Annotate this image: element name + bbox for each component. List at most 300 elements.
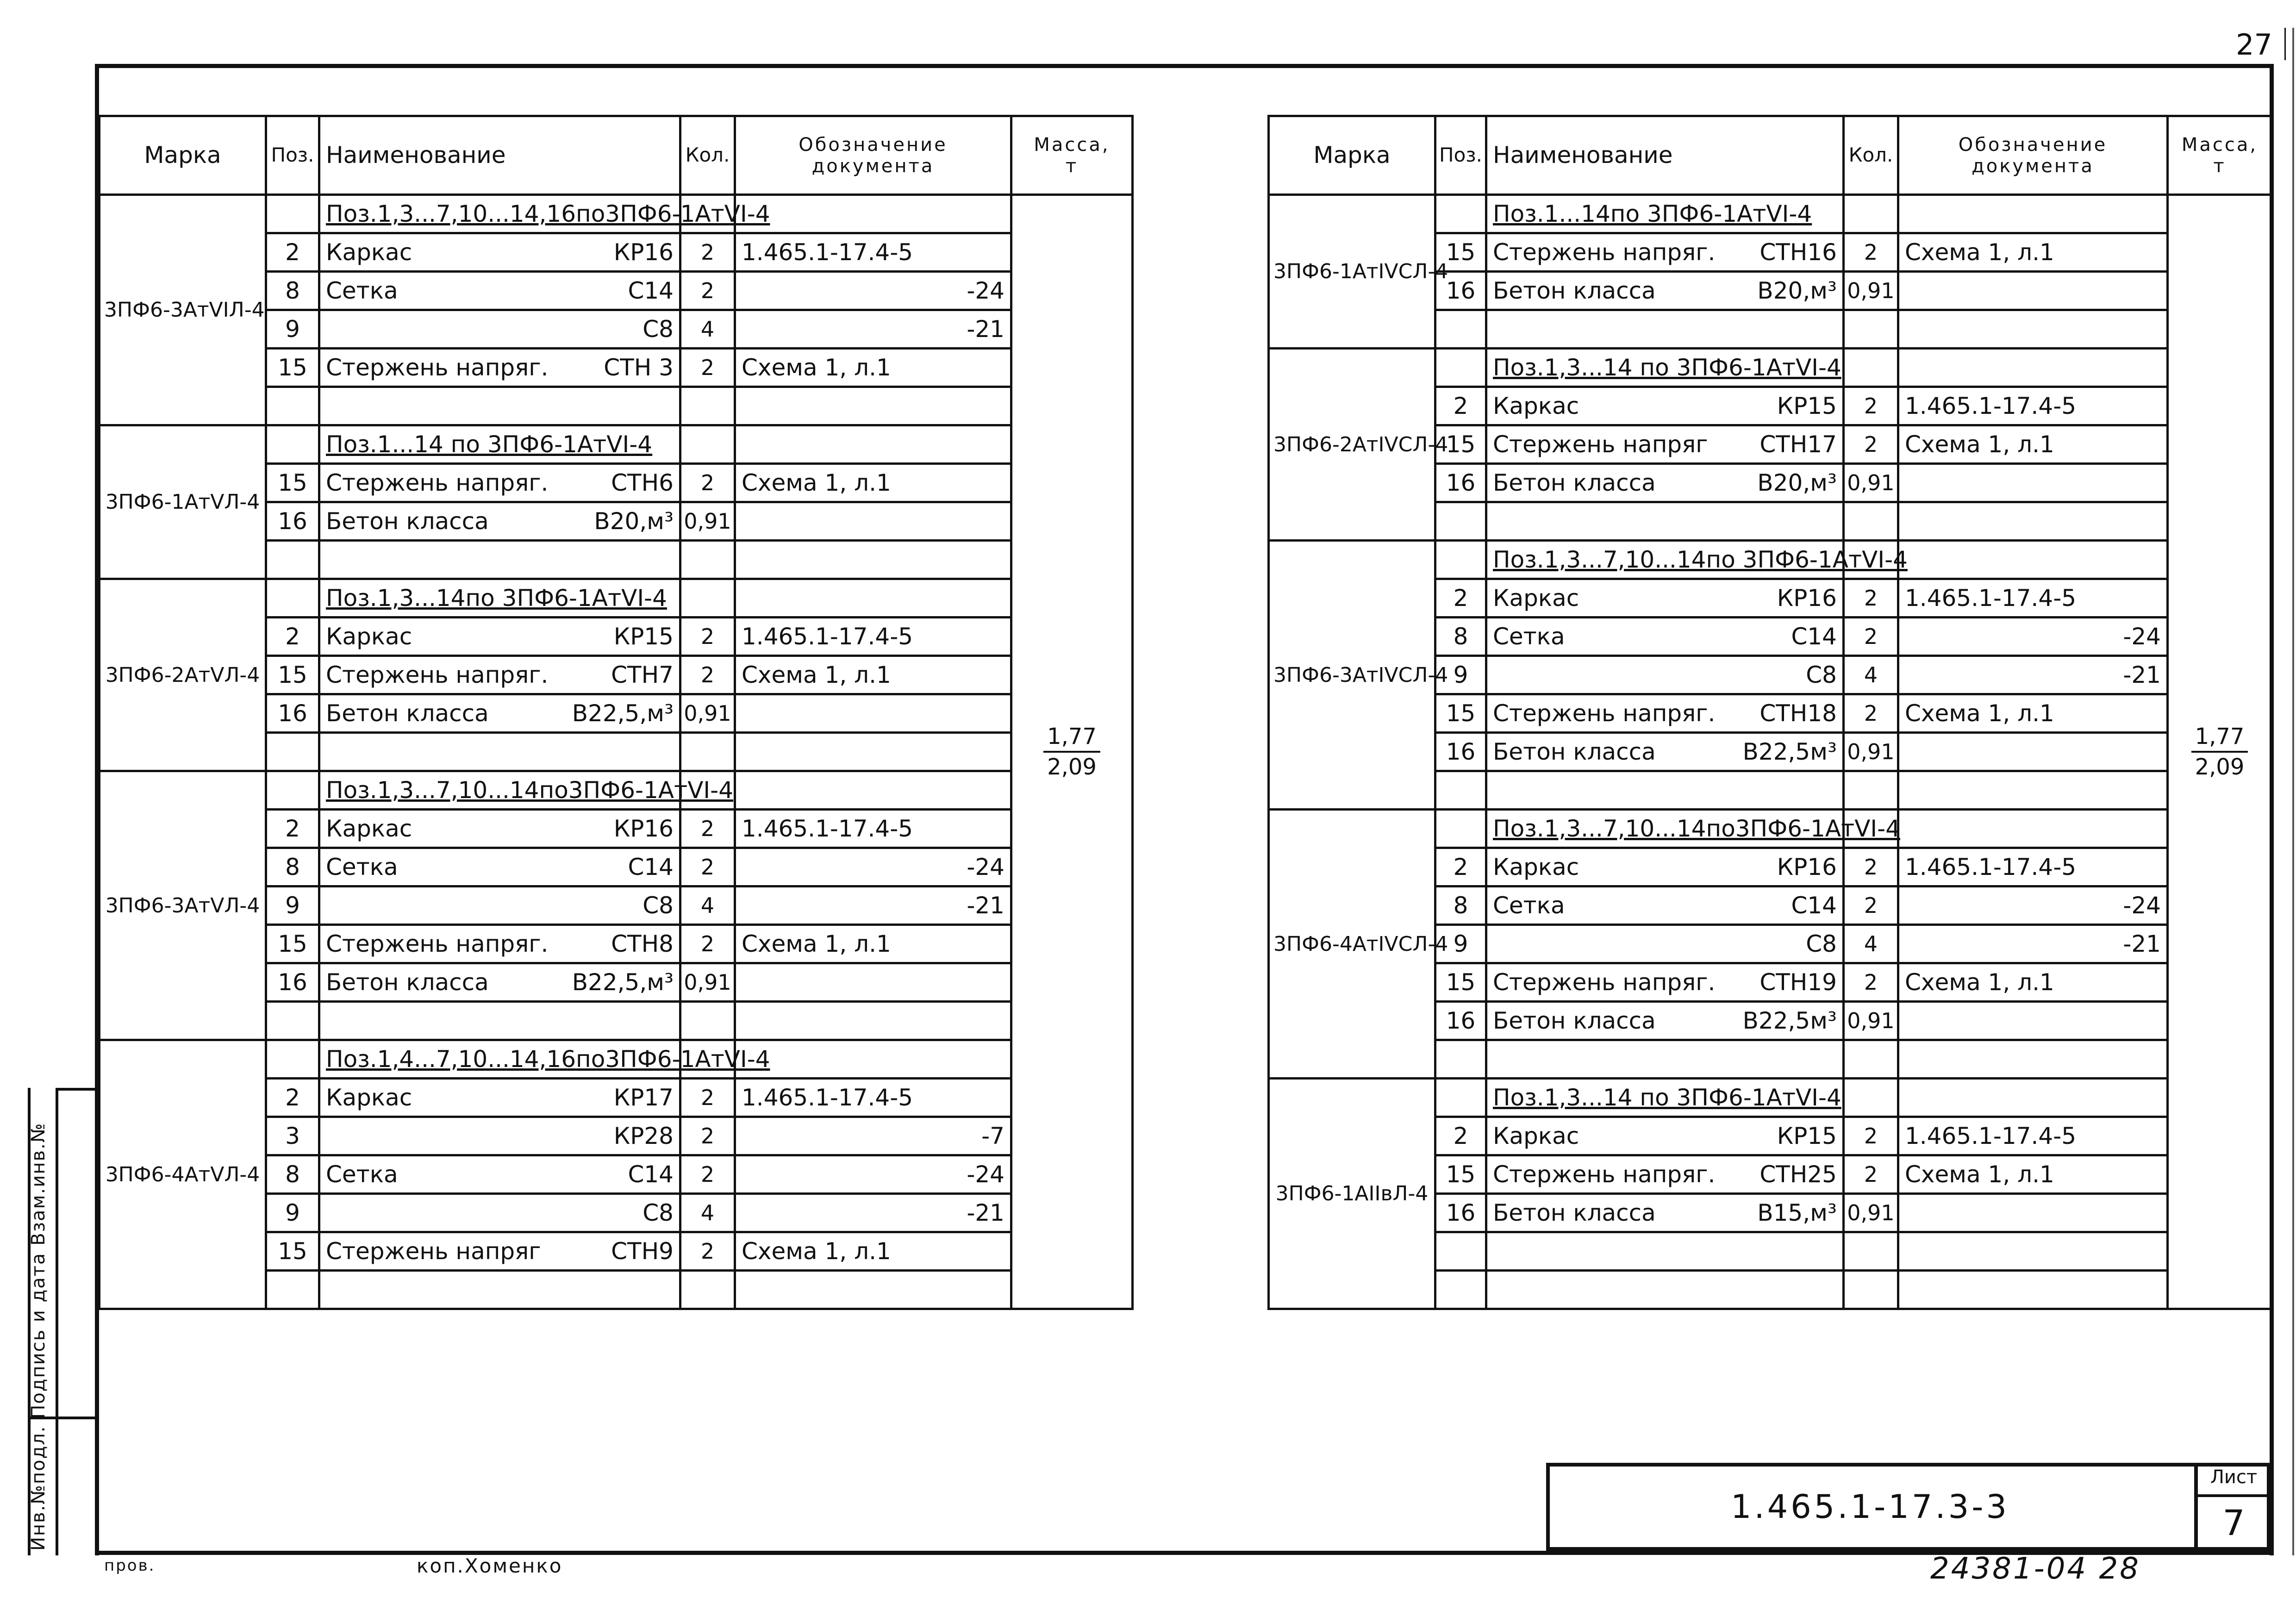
doc-cell bbox=[1898, 771, 2168, 810]
qty-cell: 4 bbox=[1844, 925, 1898, 963]
pos-cell bbox=[266, 1002, 319, 1040]
item-name: Каркас bbox=[326, 239, 412, 266]
pos-cell: 15 bbox=[266, 656, 319, 694]
doc-cell: 1.465.1-17.4-5 bbox=[1898, 1117, 2168, 1155]
item-code: С8 bbox=[1806, 662, 1837, 688]
pos-cell: 16 bbox=[1435, 1194, 1486, 1232]
item-name: Стержень напряг. bbox=[326, 662, 549, 688]
doc-cell bbox=[735, 694, 1011, 733]
name-wrapper bbox=[326, 892, 674, 919]
pos-cell bbox=[1435, 1232, 1486, 1271]
qty-cell bbox=[1844, 1271, 1898, 1309]
doc-cell: Схема 1, л.1 bbox=[1898, 694, 2168, 733]
doc-cell: Схема 1, л.1 bbox=[735, 349, 1011, 387]
reference-cell: Поз.1,4...7,10...14,16по3ПФ6-1АтVI-4 bbox=[319, 1040, 680, 1079]
name-cell bbox=[1486, 694, 1844, 733]
qty-cell: 2 bbox=[1844, 694, 1898, 733]
doc-cell: -21 bbox=[735, 310, 1011, 349]
footer-checked: пров. bbox=[104, 1556, 156, 1575]
sheet-number: 7 bbox=[2222, 1502, 2245, 1543]
name-cell bbox=[319, 1194, 680, 1232]
name-wrapper bbox=[326, 854, 674, 880]
name-wrapper bbox=[326, 316, 674, 343]
side-strip-text: Инв.№подл. Подпись и дата Взам.инв.№ bbox=[28, 1122, 49, 1551]
doc-cell bbox=[1898, 195, 2168, 233]
doc-cell bbox=[1898, 502, 2168, 541]
header-mass bbox=[2168, 116, 2272, 195]
qty-cell: 2 bbox=[680, 349, 735, 387]
item-name: Бетон класса bbox=[326, 969, 489, 996]
item-code: КР16 bbox=[1777, 585, 1837, 612]
doc-cell: Схема 1, л.1 bbox=[1898, 1155, 2168, 1194]
item-name: Сетка bbox=[1493, 892, 1565, 919]
qty-cell bbox=[1844, 310, 1898, 349]
item-code: КР16 bbox=[1777, 854, 1837, 880]
name-cell bbox=[1486, 579, 1844, 618]
name-wrapper bbox=[1493, 1123, 1837, 1149]
left-spec-table bbox=[98, 115, 1134, 1310]
doc-cell: 1.465.1-17.4-5 bbox=[1898, 387, 2168, 425]
pos-cell bbox=[266, 541, 319, 579]
doc-cell bbox=[735, 1271, 1011, 1309]
qty-cell bbox=[1844, 1079, 1898, 1117]
pos-cell: 8 bbox=[266, 848, 319, 886]
name-cell bbox=[319, 733, 680, 771]
name-cell bbox=[319, 464, 680, 502]
qty-cell: 0,91 bbox=[1844, 733, 1898, 771]
qty-cell: 2 bbox=[1844, 963, 1898, 1002]
name-cell bbox=[1486, 464, 1844, 502]
pos-cell: 9 bbox=[1435, 925, 1486, 963]
name-cell bbox=[1486, 618, 1844, 656]
item-code: КР15 bbox=[1777, 393, 1837, 419]
item-name: Каркас bbox=[326, 623, 412, 650]
pos-cell: 16 bbox=[1435, 272, 1486, 310]
pos-cell: 15 bbox=[266, 925, 319, 963]
pos-cell: 2 bbox=[266, 618, 319, 656]
side-strip-top bbox=[56, 1088, 97, 1091]
item-name: Стержень напряг bbox=[326, 1238, 541, 1265]
qty-cell bbox=[680, 1271, 735, 1309]
item-name: Бетон класса bbox=[326, 700, 489, 727]
doc-cell: Схема 1, л.1 bbox=[735, 656, 1011, 694]
pos-cell: 2 bbox=[1435, 848, 1486, 886]
header-mass-line1: Масса, bbox=[1034, 134, 1110, 156]
pos-cell bbox=[266, 1040, 319, 1079]
pos-cell: 16 bbox=[266, 963, 319, 1002]
name-cell bbox=[1486, 1271, 1844, 1309]
doc-cell bbox=[735, 541, 1011, 579]
name-wrapper bbox=[1493, 1007, 1837, 1034]
name-cell bbox=[319, 349, 680, 387]
pos-cell: 8 bbox=[266, 272, 319, 310]
item-code: С8 bbox=[1806, 930, 1837, 957]
name-cell bbox=[319, 541, 680, 579]
name-cell bbox=[319, 963, 680, 1002]
pos-cell bbox=[266, 195, 319, 233]
header-mass-line2: т bbox=[2213, 155, 2226, 177]
item-name: Стержень напряг. bbox=[1493, 969, 1716, 996]
doc-cell: Схема 1, л.1 bbox=[735, 464, 1011, 502]
item-name: Каркас bbox=[1493, 393, 1579, 419]
item-code: СТН16 bbox=[1759, 239, 1837, 266]
qty-cell: 2 bbox=[1844, 618, 1898, 656]
archive-number: 24381-04 28 bbox=[1930, 1552, 2140, 1586]
mark-cell: 3ПФ6-4АтIVСЛ-4 bbox=[1269, 810, 1435, 1079]
name-wrapper bbox=[326, 1199, 674, 1226]
qty-cell bbox=[1844, 195, 1898, 233]
doc-cell: -24 bbox=[735, 272, 1011, 310]
group-ref-row bbox=[1269, 195, 2272, 233]
pos-cell: 2 bbox=[1435, 579, 1486, 618]
page-number: 27 bbox=[2236, 28, 2272, 62]
qty-cell: 0,91 bbox=[680, 963, 735, 1002]
doc-cell: -21 bbox=[735, 886, 1011, 925]
qty-cell: 2 bbox=[680, 1117, 735, 1155]
item-name: Каркас bbox=[326, 1084, 412, 1111]
pos-cell: 2 bbox=[1435, 387, 1486, 425]
pos-cell bbox=[1435, 541, 1486, 579]
item-name: Каркас bbox=[326, 815, 412, 842]
mass-numerator: 1,77 bbox=[2191, 722, 2248, 753]
name-wrapper bbox=[326, 1238, 674, 1265]
pos-cell bbox=[1435, 310, 1486, 349]
header-mass bbox=[1011, 116, 1133, 195]
item-name: Стержень напряг. bbox=[1493, 239, 1716, 266]
pos-cell: 8 bbox=[1435, 618, 1486, 656]
qty-cell bbox=[680, 425, 735, 464]
qty-cell bbox=[680, 1002, 735, 1040]
name-cell bbox=[1486, 1117, 1844, 1155]
name-wrapper bbox=[1493, 431, 1837, 458]
item-code: СТН18 bbox=[1759, 700, 1837, 727]
reference-cell: Поз.1,3...14 по 3ПФ6-1АтVI-4 bbox=[1486, 1079, 1844, 1117]
item-code: В20,м³ bbox=[1757, 277, 1837, 304]
reference-cell: Поз.1,3...7,10...14по 3ПФ6-1АтVI-4 bbox=[1486, 541, 1844, 579]
doc-cell bbox=[735, 195, 1011, 233]
pos-cell: 15 bbox=[1435, 425, 1486, 464]
name-wrapper bbox=[326, 354, 674, 381]
item-name: Бетон класса bbox=[1493, 469, 1656, 496]
group-ref-row bbox=[100, 195, 1133, 233]
name-cell bbox=[319, 1079, 680, 1117]
item-code: С14 bbox=[628, 854, 674, 880]
doc-cell: -21 bbox=[1898, 656, 2168, 694]
name-cell bbox=[319, 1271, 680, 1309]
pos-cell: 2 bbox=[1435, 1117, 1486, 1155]
pos-cell: 15 bbox=[1435, 1155, 1486, 1194]
doc-cell bbox=[735, 1002, 1011, 1040]
item-code: КР15 bbox=[613, 623, 674, 650]
pos-cell bbox=[266, 387, 319, 425]
name-cell bbox=[319, 886, 680, 925]
item-name: Каркас bbox=[1493, 1123, 1579, 1149]
pos-cell bbox=[1435, 1271, 1486, 1309]
pos-cell bbox=[266, 771, 319, 810]
doc-cell bbox=[735, 733, 1011, 771]
name-cell bbox=[1486, 425, 1844, 464]
qty-cell bbox=[1844, 1040, 1898, 1079]
item-code: В20,м³ bbox=[594, 508, 674, 535]
item-code: КР16 bbox=[613, 815, 674, 842]
pos-cell bbox=[1435, 1079, 1486, 1117]
pos-cell: 16 bbox=[1435, 733, 1486, 771]
name-cell bbox=[1486, 233, 1844, 272]
doc-cell: -24 bbox=[735, 848, 1011, 886]
document-code: 1.465.1-17.3-3 bbox=[1730, 1488, 2010, 1526]
pos-cell bbox=[266, 733, 319, 771]
name-wrapper bbox=[1493, 277, 1837, 304]
header-mass-line2: т bbox=[1065, 155, 1079, 177]
item-code: КР28 bbox=[613, 1123, 674, 1149]
side-strip-line-inner bbox=[56, 1088, 58, 1555]
reference-cell: Поз.1,3...14 по 3ПФ6-1АтVI-4 bbox=[1486, 349, 1844, 387]
item-name: Сетка bbox=[1493, 623, 1565, 650]
qty-cell: 2 bbox=[680, 272, 735, 310]
pos-cell: 9 bbox=[266, 886, 319, 925]
qty-cell: 2 bbox=[680, 618, 735, 656]
name-wrapper bbox=[326, 700, 674, 727]
name-cell bbox=[1486, 1194, 1844, 1232]
name-cell bbox=[319, 387, 680, 425]
name-wrapper bbox=[326, 508, 674, 535]
pos-cell: 15 bbox=[1435, 963, 1486, 1002]
pos-cell bbox=[266, 1271, 319, 1309]
name-cell bbox=[1486, 387, 1844, 425]
pos-cell: 9 bbox=[266, 310, 319, 349]
item-code: СТН9 bbox=[611, 1238, 674, 1265]
mass-denominator: 2,09 bbox=[1047, 754, 1097, 780]
item-name: Стержень напряг. bbox=[326, 930, 549, 957]
qty-cell: 2 bbox=[1844, 1117, 1898, 1155]
name-wrapper bbox=[1493, 969, 1837, 996]
name-wrapper bbox=[1493, 393, 1837, 419]
header-qty: Кол. bbox=[1844, 116, 1898, 195]
mass-fraction bbox=[1043, 722, 1100, 782]
doc-cell: -21 bbox=[1898, 925, 2168, 963]
doc-cell bbox=[1898, 349, 2168, 387]
reference-cell: Поз.1...14по 3ПФ6-1АтVI-4 bbox=[1486, 195, 1844, 233]
mark-cell: 3ПФ6-1АIIвЛ-4 bbox=[1269, 1079, 1435, 1309]
mass-numerator: 1,77 bbox=[1043, 722, 1100, 753]
doc-cell bbox=[735, 963, 1011, 1002]
doc-cell bbox=[735, 1040, 1011, 1079]
name-wrapper bbox=[1493, 1161, 1837, 1188]
header-name: Наименование bbox=[1486, 116, 1844, 195]
qty-cell: 0,91 bbox=[680, 694, 735, 733]
item-code: СТН25 bbox=[1759, 1161, 1837, 1188]
sheet-divider bbox=[2194, 1463, 2198, 1551]
qty-cell bbox=[680, 541, 735, 579]
qty-cell bbox=[680, 733, 735, 771]
name-cell bbox=[1486, 1155, 1844, 1194]
left-table-body bbox=[100, 195, 1133, 1309]
item-name: Сетка bbox=[326, 854, 398, 880]
name-wrapper bbox=[1493, 623, 1837, 650]
item-name: Стержень напряг. bbox=[326, 469, 549, 496]
qty-cell: 0,91 bbox=[1844, 1194, 1898, 1232]
doc-cell: 1.465.1-17.4-5 bbox=[1898, 848, 2168, 886]
group-ref-row bbox=[1269, 1079, 2272, 1117]
name-cell bbox=[319, 310, 680, 349]
mark-cell: 3ПФ6-2АтVЛ-4 bbox=[100, 579, 266, 771]
doc-cell bbox=[1898, 272, 2168, 310]
pos-cell: 15 bbox=[266, 1232, 319, 1271]
mass-cell bbox=[1011, 195, 1133, 1309]
doc-cell: 1.465.1-17.4-5 bbox=[1898, 579, 2168, 618]
name-cell bbox=[319, 618, 680, 656]
doc-cell: -7 bbox=[735, 1117, 1011, 1155]
item-code: В15,м³ bbox=[1757, 1199, 1837, 1226]
doc-cell: 1.465.1-17.4-5 bbox=[735, 1079, 1011, 1117]
name-wrapper bbox=[1493, 930, 1837, 957]
group-ref-row bbox=[1269, 541, 2272, 579]
name-cell bbox=[1486, 733, 1844, 771]
reference-cell: Поз.1,3...7,10...14по3ПФ6-1АтVI-4 bbox=[1486, 810, 1844, 848]
item-name: Каркас bbox=[1493, 854, 1579, 880]
qty-cell: 2 bbox=[680, 656, 735, 694]
doc-cell: -24 bbox=[1898, 618, 2168, 656]
name-cell bbox=[1486, 1002, 1844, 1040]
item-name: Бетон класса bbox=[1493, 738, 1656, 765]
qty-cell: 4 bbox=[1844, 656, 1898, 694]
item-code: СТН 3 bbox=[604, 354, 674, 381]
item-code: С8 bbox=[643, 892, 674, 919]
doc-cell: Схема 1, л.1 bbox=[735, 1232, 1011, 1271]
item-name: Сетка bbox=[326, 1161, 398, 1188]
pos-cell: 16 bbox=[266, 502, 319, 541]
pos-cell: 16 bbox=[1435, 464, 1486, 502]
doc-cell bbox=[735, 579, 1011, 618]
item-code: С14 bbox=[628, 277, 674, 304]
qty-cell: 2 bbox=[1844, 233, 1898, 272]
name-cell bbox=[1486, 272, 1844, 310]
doc-cell bbox=[1898, 541, 2168, 579]
item-code: С14 bbox=[1791, 623, 1837, 650]
qty-cell: 2 bbox=[1844, 848, 1898, 886]
item-name: Стержень напряг. bbox=[1493, 700, 1716, 727]
doc-cell bbox=[1898, 464, 2168, 502]
name-cell bbox=[1486, 963, 1844, 1002]
pos-cell: 16 bbox=[1435, 1002, 1486, 1040]
doc-cell: Схема 1, л.1 bbox=[1898, 233, 2168, 272]
doc-cell: Схема 1, л.1 bbox=[735, 925, 1011, 963]
pos-cell: 2 bbox=[266, 1079, 319, 1117]
frame-top-border bbox=[95, 64, 2273, 68]
qty-cell: 0,91 bbox=[680, 502, 735, 541]
qty-cell: 2 bbox=[1844, 579, 1898, 618]
qty-cell: 0,91 bbox=[1844, 272, 1898, 310]
item-name: Бетон класса bbox=[1493, 277, 1656, 304]
item-name: Стержень напряг. bbox=[326, 354, 549, 381]
doc-cell bbox=[1898, 1271, 2168, 1309]
mark-cell: 3ПФ6-2АтIVСЛ-4 bbox=[1269, 349, 1435, 541]
name-wrapper bbox=[326, 469, 674, 496]
name-wrapper bbox=[326, 277, 674, 304]
name-cell bbox=[319, 1002, 680, 1040]
qty-cell: 2 bbox=[680, 1079, 735, 1117]
pos-cell: 2 bbox=[266, 233, 319, 272]
name-cell bbox=[319, 656, 680, 694]
doc-cell: -24 bbox=[1898, 886, 2168, 925]
item-code: С8 bbox=[643, 1199, 674, 1226]
group-ref-row bbox=[100, 1040, 1133, 1079]
qty-cell: 2 bbox=[1844, 1155, 1898, 1194]
name-wrapper bbox=[326, 815, 674, 842]
doc-cell bbox=[1898, 1002, 2168, 1040]
item-code: КР15 bbox=[1777, 1123, 1837, 1149]
pos-cell: 9 bbox=[266, 1194, 319, 1232]
qty-cell bbox=[1844, 1232, 1898, 1271]
item-name: Бетон класса bbox=[1493, 1007, 1656, 1034]
doc-cell bbox=[1898, 1079, 2168, 1117]
header-doc: Обозначение документа bbox=[735, 116, 1011, 195]
qty-cell: 0,91 bbox=[1844, 464, 1898, 502]
reference-cell: Поз.1...14 по 3ПФ6-1АтVI-4 bbox=[319, 425, 680, 464]
name-cell bbox=[1486, 848, 1844, 886]
qty-cell: 2 bbox=[680, 1155, 735, 1194]
footer-copied-by: коп.Хоменко bbox=[417, 1554, 563, 1577]
doc-cell bbox=[1898, 1194, 2168, 1232]
item-name: Бетон класса bbox=[1493, 1199, 1656, 1226]
right-spec-table bbox=[1267, 115, 2273, 1310]
name-wrapper bbox=[326, 623, 674, 650]
mass-fraction bbox=[2191, 722, 2248, 782]
mark-cell: 3ПФ6-1АтIVСЛ-4 bbox=[1269, 195, 1435, 349]
qty-cell: 2 bbox=[1844, 886, 1898, 925]
name-wrapper bbox=[326, 930, 674, 957]
name-wrapper bbox=[1493, 1199, 1837, 1226]
name-cell bbox=[319, 272, 680, 310]
name-cell bbox=[319, 233, 680, 272]
name-wrapper bbox=[1493, 585, 1837, 612]
pos-cell bbox=[1435, 349, 1486, 387]
name-cell bbox=[319, 502, 680, 541]
item-name: Сетка bbox=[326, 277, 398, 304]
item-code: С8 bbox=[643, 316, 674, 343]
name-wrapper bbox=[1493, 662, 1837, 688]
header-doc: Обозначение документа bbox=[1898, 116, 2168, 195]
doc-cell: -21 bbox=[735, 1194, 1011, 1232]
doc-cell bbox=[735, 387, 1011, 425]
item-code: СТН8 bbox=[611, 930, 674, 957]
header-name: Наименование bbox=[319, 116, 680, 195]
doc-cell: -24 bbox=[735, 1155, 1011, 1194]
name-cell bbox=[319, 810, 680, 848]
qty-cell: 2 bbox=[1844, 387, 1898, 425]
qty-cell: 2 bbox=[1844, 425, 1898, 464]
name-cell bbox=[1486, 771, 1844, 810]
header-mark: Марка bbox=[1269, 116, 1435, 195]
name-wrapper bbox=[326, 662, 674, 688]
name-wrapper bbox=[326, 1084, 674, 1111]
pos-cell: 9 bbox=[1435, 656, 1486, 694]
doc-cell: 1.465.1-17.4-5 bbox=[735, 810, 1011, 848]
item-name: Бетон класса bbox=[326, 508, 489, 535]
header-mark: Марка bbox=[100, 116, 266, 195]
item-code: СТН7 bbox=[611, 662, 674, 688]
sheet-edge-line bbox=[2292, 28, 2294, 1555]
name-wrapper bbox=[1493, 892, 1837, 919]
item-code: СТН19 bbox=[1759, 969, 1837, 996]
page-number-tick bbox=[2284, 28, 2286, 60]
pos-cell bbox=[266, 425, 319, 464]
item-code: КР17 bbox=[613, 1084, 674, 1111]
qty-cell: 2 bbox=[680, 848, 735, 886]
pos-cell: 15 bbox=[266, 464, 319, 502]
item-name: Каркас bbox=[1493, 585, 1579, 612]
qty-cell bbox=[680, 579, 735, 618]
